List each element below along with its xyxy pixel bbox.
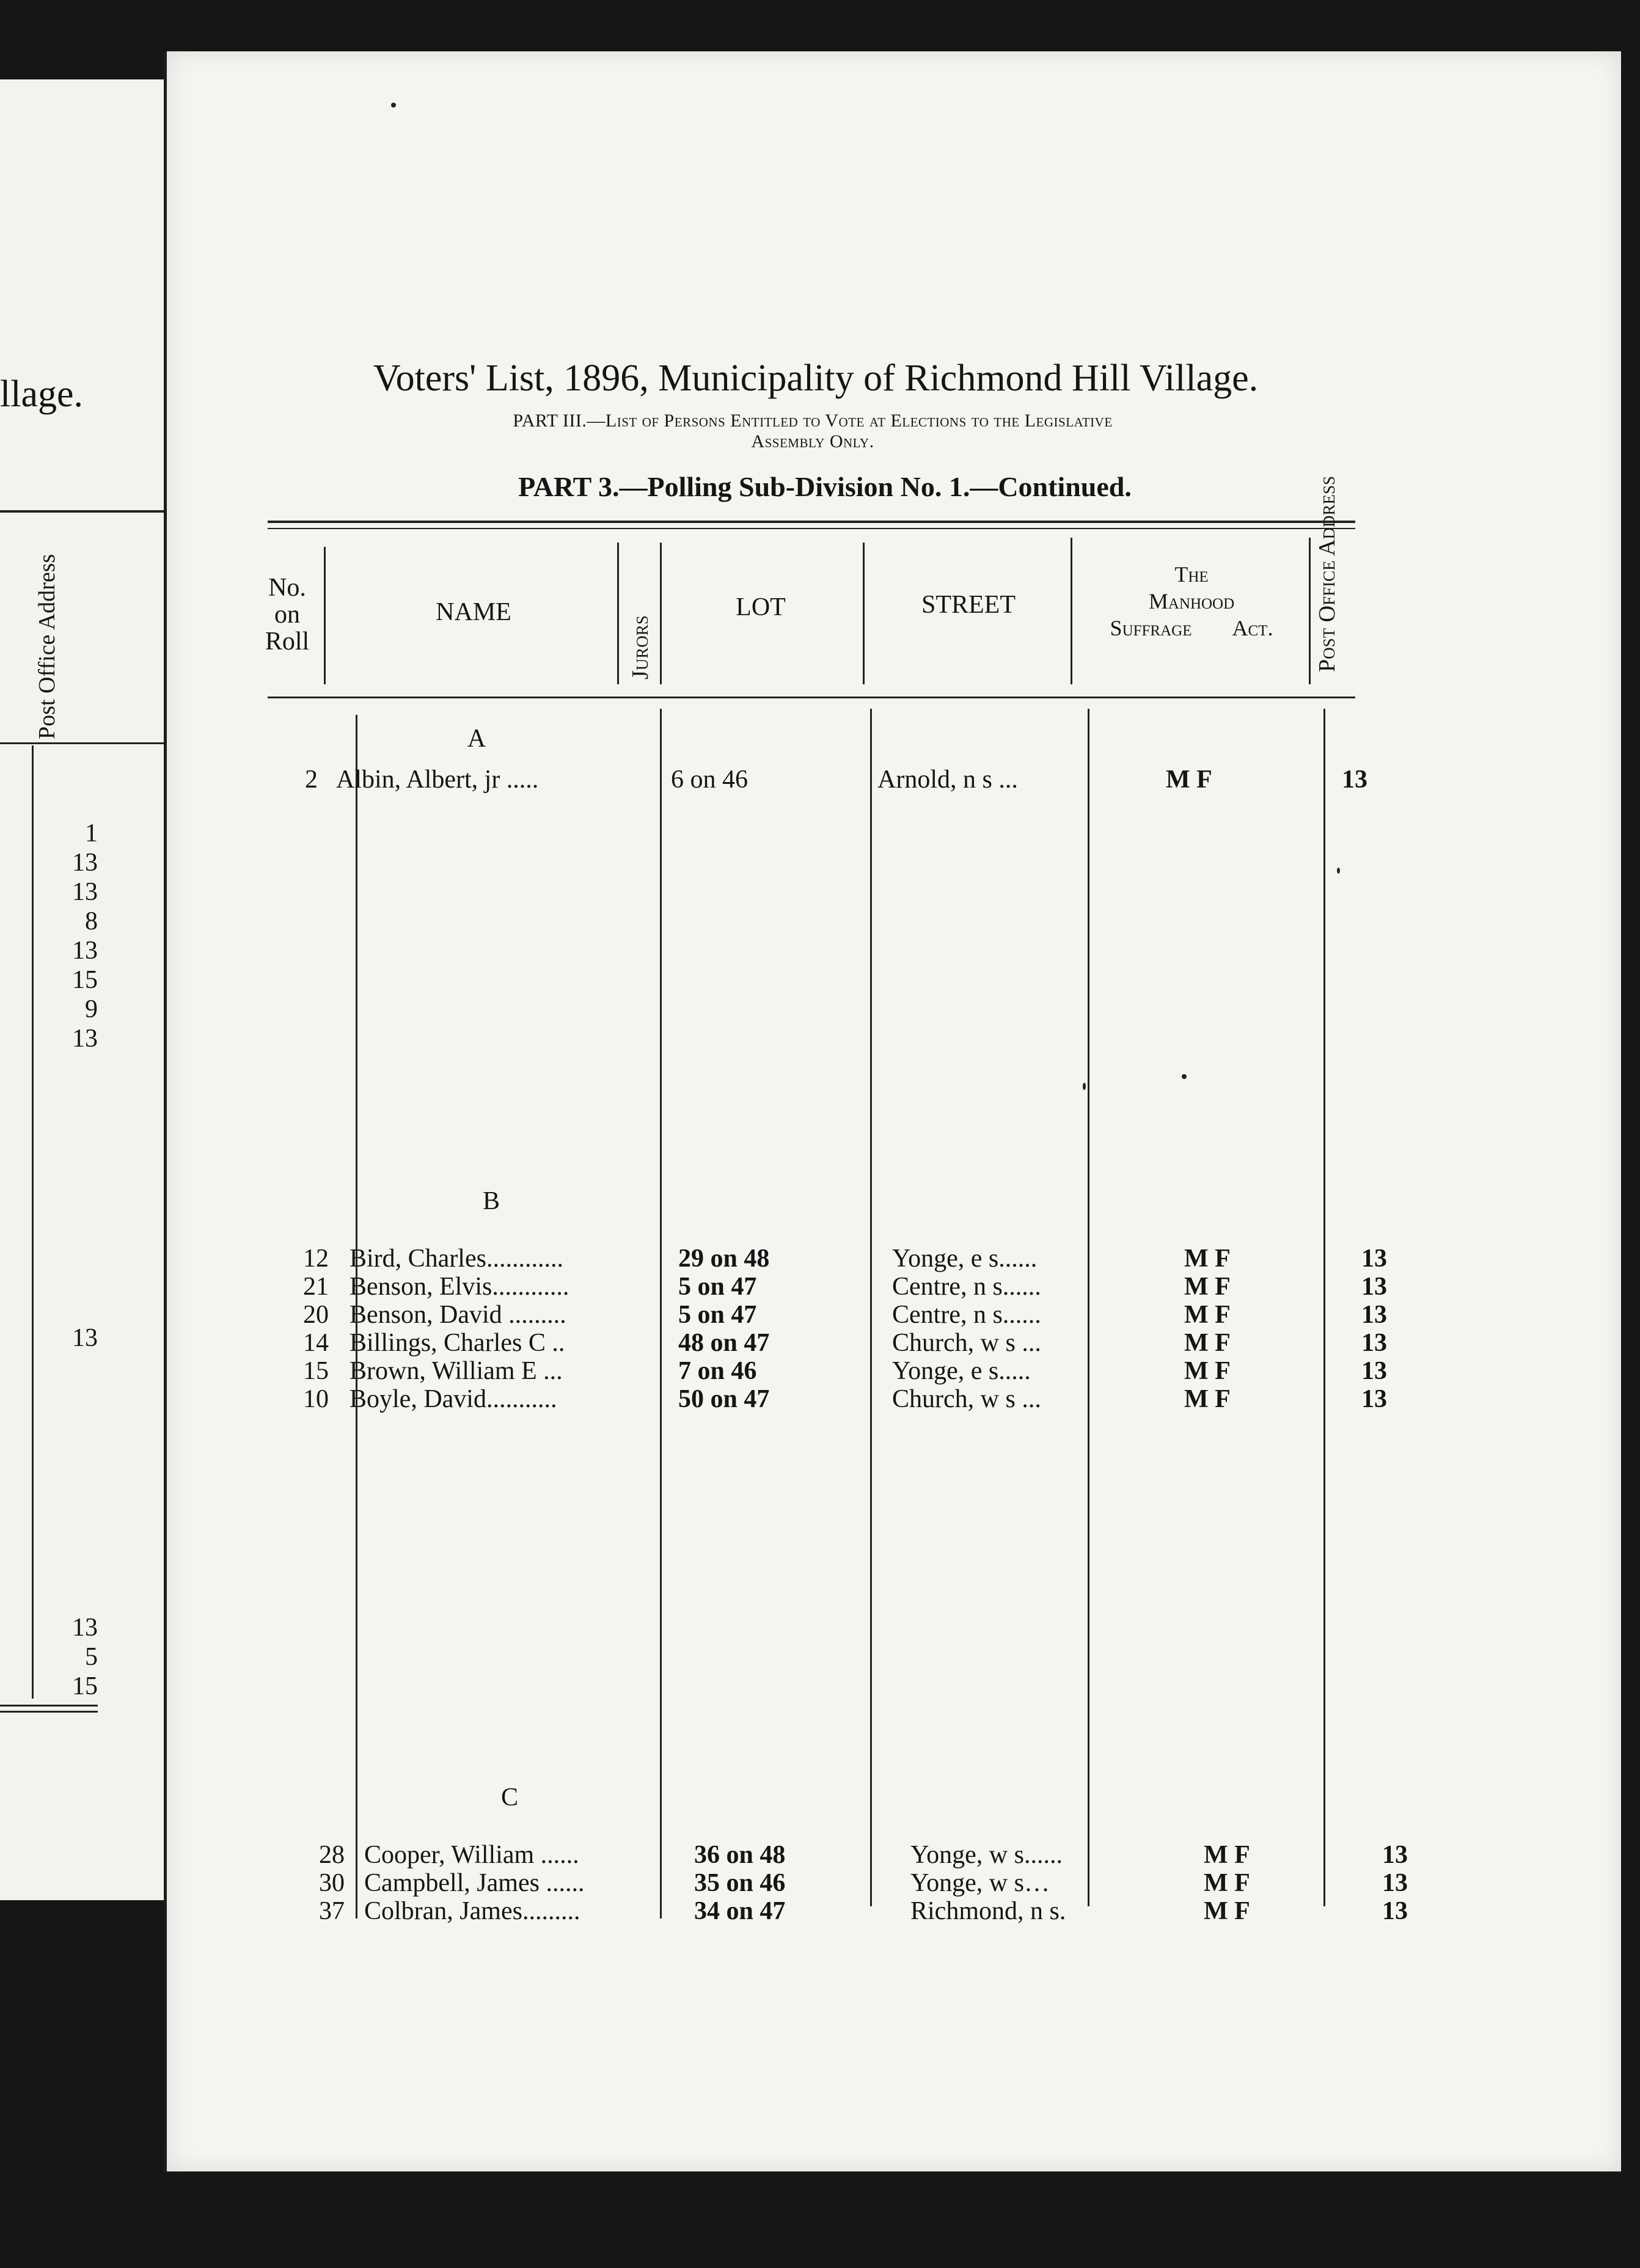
part-heading: PART 3.—Polling Sub-Division No. 1.—Continued.	[518, 471, 1132, 502]
subtitle-line-1: PART III.—List of Persons Entitled to Vote at Elections to the Legislative	[513, 411, 1113, 431]
lot: 6 on 46	[671, 766, 748, 794]
street: Yonge, e s......	[892, 1245, 1038, 1273]
left-page-column-rule	[32, 745, 34, 1699]
body-rule-jurors	[660, 709, 662, 1919]
left-number: 13	[72, 1614, 98, 1642]
column-rule-act	[1309, 538, 1311, 684]
left-number: 13	[72, 878, 98, 906]
ink-speck	[1337, 868, 1340, 874]
street: Centre, n s......	[892, 1301, 1041, 1329]
voter-name: Cooper, William ......	[364, 1841, 579, 1869]
lot: 48 on 47	[678, 1329, 770, 1357]
ink-speck	[1083, 1083, 1086, 1090]
left-number: 8	[85, 907, 98, 935]
manhood-suffrage-mark: M F	[1204, 1869, 1250, 1897]
header-jurors: Jurors	[628, 615, 653, 679]
post-office-number: 13	[1342, 766, 1367, 794]
left-page-post-office-header: Post Office Address	[34, 554, 60, 739]
post-office-number: 13	[1382, 1869, 1408, 1897]
left-page-rule	[0, 510, 166, 513]
street: Richmond, n s.	[910, 1897, 1066, 1925]
header-no-line: on	[274, 601, 300, 629]
body-rule-lot	[870, 709, 872, 1906]
post-office-number: 13	[1361, 1301, 1387, 1329]
post-office-number: 13	[1361, 1329, 1387, 1357]
voter-name: Brown, William E ...	[350, 1357, 563, 1385]
roll-number: 28	[319, 1841, 345, 1869]
street: Arnold, n s ...	[877, 766, 1018, 794]
voter-name: Boyle, David...........	[350, 1385, 557, 1413]
column-rule-name	[617, 543, 619, 684]
manhood-suffrage-mark: M F	[1204, 1897, 1250, 1925]
lot: 7 on 46	[678, 1357, 757, 1385]
left-page-numbers-top	[37, 819, 98, 1053]
column-rule-no	[324, 547, 326, 684]
left-number: 5	[85, 1643, 98, 1671]
roll-number: 14	[303, 1329, 329, 1357]
roll-number: 37	[319, 1897, 345, 1925]
manhood-suffrage-mark: M F	[1204, 1841, 1250, 1869]
roll-number: 12	[303, 1245, 329, 1273]
street: Church, w s ...	[892, 1329, 1041, 1357]
header-street: STREET	[921, 591, 1016, 619]
manhood-suffrage-mark: M F	[1184, 1385, 1231, 1413]
voter-name: Benson, Elvis............	[350, 1273, 569, 1301]
roll-number: 21	[303, 1273, 329, 1301]
left-number: 13	[72, 849, 98, 877]
post-office-number: 13	[1361, 1357, 1387, 1385]
column-rule-street	[1071, 538, 1072, 684]
header-act-line	[1075, 615, 1308, 642]
street: Church, w s ...	[892, 1385, 1041, 1413]
ink-speck	[1182, 1074, 1187, 1079]
section-letter-b: B	[482, 1187, 500, 1215]
header-name: NAME	[436, 598, 511, 626]
header-no-line: Roll	[265, 627, 310, 656]
post-office-number: 13	[1361, 1385, 1387, 1413]
left-number: 13	[72, 1025, 98, 1053]
header-lot: LOT	[736, 593, 786, 621]
manhood-suffrage-mark: M F	[1184, 1273, 1231, 1301]
ink-speck	[391, 103, 396, 108]
table-top-rule-thin	[268, 528, 1355, 529]
header-act-act: Act.	[1232, 616, 1273, 640]
table-header-rule	[268, 697, 1355, 698]
page-title: Voters' List, 1896, Municipality of Richmond Hill Village.	[373, 357, 1259, 399]
manhood-suffrage-mark: M F	[1184, 1301, 1231, 1329]
voter-name: Campbell, James ......	[364, 1869, 585, 1897]
column-rule-jurors	[660, 543, 662, 684]
left-page-bottom-rule	[0, 1705, 98, 1706]
left-number: 15	[72, 1672, 98, 1700]
left-number: 1	[85, 819, 98, 847]
roll-number: 30	[319, 1869, 345, 1897]
lot: 34 on 47	[694, 1897, 786, 1925]
lot: 5 on 47	[678, 1301, 757, 1329]
column-rule-lot	[863, 543, 865, 684]
voter-name: Benson, David .........	[350, 1301, 566, 1329]
roll-number: 10	[303, 1385, 329, 1413]
left-page-numbers-bottom	[37, 1613, 98, 1701]
street: Yonge, e s.....	[892, 1357, 1031, 1385]
subtitle-line-2: Assembly Only.	[751, 431, 874, 452]
voter-name: Billings, Charles C ..	[350, 1329, 565, 1357]
roll-number: 2	[305, 766, 318, 794]
street: Centre, n s......	[892, 1273, 1041, 1301]
header-manhood-suffrage-act	[1075, 561, 1308, 642]
manhood-suffrage-mark: M F	[1166, 766, 1212, 794]
street: Yonge, w s…	[910, 1869, 1050, 1897]
header-act-line: The	[1174, 562, 1209, 587]
lot: 5 on 47	[678, 1273, 757, 1301]
manhood-suffrage-mark: M F	[1184, 1357, 1231, 1385]
post-office-number: 13	[1361, 1245, 1387, 1273]
left-page-title-fragment: llage.	[0, 373, 83, 415]
left-number: 9	[85, 995, 98, 1023]
body-rule-street	[1088, 709, 1089, 1906]
section-letter-c: C	[500, 1783, 518, 1812]
left-page-bottom-rule	[0, 1711, 98, 1713]
header-no-line: No.	[268, 574, 306, 602]
manhood-suffrage-mark: M F	[1184, 1329, 1231, 1357]
voter-name: Colbran, James.........	[364, 1897, 580, 1925]
lot: 29 on 48	[678, 1245, 770, 1273]
left-page-numbers-mid	[37, 1323, 98, 1353]
section-letter-a: A	[467, 725, 486, 753]
header-no-on-roll	[257, 574, 318, 655]
roll-number: 15	[303, 1357, 329, 1385]
lot: 36 on 48	[694, 1841, 786, 1869]
left-page-header-rule	[0, 742, 166, 744]
table-top-rule	[268, 521, 1355, 523]
manhood-suffrage-mark: M F	[1184, 1245, 1231, 1273]
post-office-number: 13	[1382, 1897, 1408, 1925]
left-number: 13	[72, 1324, 98, 1352]
voter-name: Bird, Charles............	[350, 1245, 563, 1273]
left-number: 15	[72, 966, 98, 994]
street: Yonge, w s......	[910, 1841, 1063, 1869]
left-page	[0, 79, 168, 1900]
lot: 50 on 47	[678, 1385, 770, 1413]
body-rule-act	[1323, 709, 1325, 1906]
left-number: 13	[72, 937, 98, 965]
header-act-suffrage: Suffrage	[1110, 616, 1192, 640]
post-office-number: 13	[1382, 1841, 1408, 1869]
header-act-line: Manhood	[1148, 589, 1235, 613]
lot: 35 on 46	[694, 1869, 786, 1897]
header-post-office-address: Post Office Address	[1314, 476, 1340, 672]
roll-number: 20	[303, 1301, 329, 1329]
voter-name: Albin, Albert, jr .....	[336, 766, 539, 794]
post-office-number: 13	[1361, 1273, 1387, 1301]
